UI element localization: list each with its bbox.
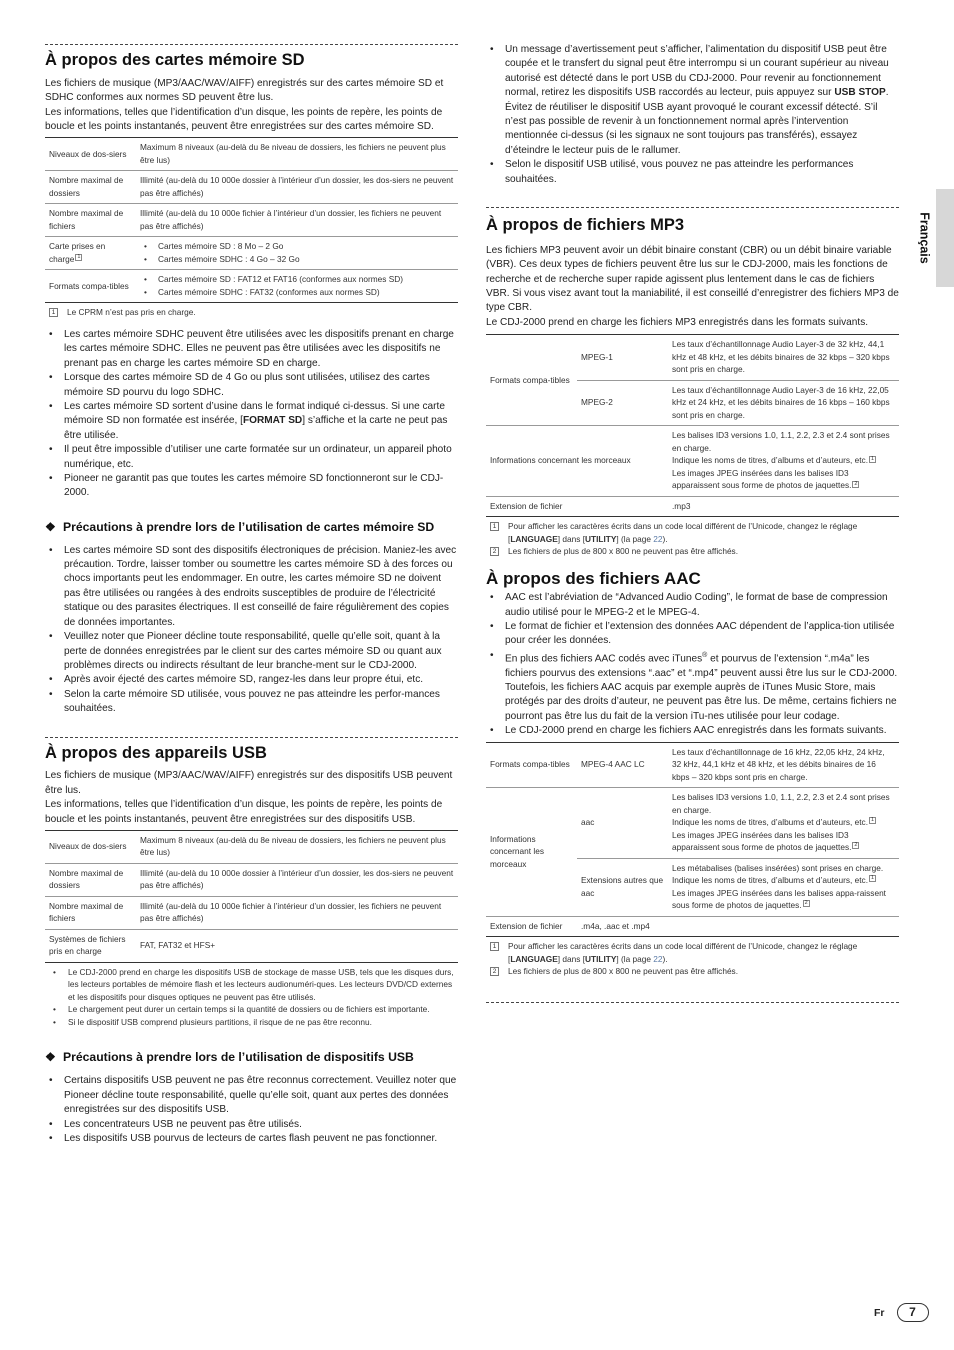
page-footer (874, 1303, 929, 1322)
table-row: MPEG-2 Les taux d’échantillonnage Audio Layer-3 de 16 kHz, 22,05 kHz et 24 kHz, et les débits binaires de 16 kbps – 160 kbps sont pris en charge. (486, 380, 899, 426)
usb-precautions-list-continued (486, 43, 899, 187)
table-row: Informations concernant les morceaux aac Les balises ID3 versions 1.0, 1.1, 2.2, 2.3 et 2.4 sont prises en charge. Indique les noms de titres, d’albums et d’auteurs, etc. 1 Les images JPEG insérées dans les balises ID3 apparaissent sous forme de photos de jaquettes. 2 (486, 788, 899, 859)
note-marker: 1 (77, 254, 81, 261)
usb-intro-2: Les informations, telles que l’identification d’un disque, les points de repère, les points de boucle et les points instantanés, peuvent être enregistrées sur des dispositifs USB. (45, 799, 443, 825)
sd-spec-table (45, 137, 458, 303)
table-row: Nombre maximal de dossiers Illimité (au-delà du 10 000e dossier à l’intérieur d’un dossier, les dos-siers ne peuvent pas être affichés) (45, 863, 458, 896)
section-divider (45, 44, 458, 45)
list-item: • Un message d’avertissement peut s’afficher, l’alimentation du dispositif USB peut être coupée et le transfert du signal peut être interrompu si un courant supérieur au niveau autorisé est détecté dans le port USB du CDJ-2000. Pour revenir au fonctionnement normal, retirez les dispositifs USB raccordés au lecteur, puis appuyez sur USB STOP. Évitez de réutiliser le dispositif USB ayant provoqué le courant excessif détecté. S’il n’est pas possible de revenir à un fonctionnement normal après l’intervention mentionnée ci-dessus (si les signaux ne sont toujours pas transférés), essayez d’éteindre le lecteur puis de le rallumer. (486, 43, 899, 158)
section-divider (486, 207, 899, 208)
table-row: Extension de fichier .mp3 (486, 496, 899, 517)
sd-precautions-heading: ❖ Précautions à prendre lors de l’utilisation de cartes mémoire SD (45, 519, 435, 534)
list-item: 1 Le CPRM n’est pas pris en charge. (45, 306, 458, 319)
list-item: 2 Les fichiers de plus de 800 x 800 ne peuvent pas être affichés. (486, 545, 899, 558)
table-row: Formats compa-tibles MPEG-4 AAC LC Les taux d’échantillonnage de 16 kHz, 22,05 kHz, 24 kHz, 32 kHz, 44,1 kHz et 48 kHz, et les débits binaires de 16 kbps – 320 kbps sont pris en charge. (490, 746, 885, 782)
table-row: Nombre maximal de fichiers Illimité (au-delà du 10 000e fichier à l’intérieur d’un dossier, les fichiers ne peuvent pas être affichés) (45, 896, 458, 929)
diamond-icon: ❖ (45, 519, 56, 534)
list-item: • Les concentrateurs USB ne peuvent pas être utilisés. (45, 1118, 458, 1132)
list-item: • Les cartes mémoire SDHC peuvent être utilisées avec les dispositifs prenant en charge les cartes mémoire SDHC. Elles ne peuvent pas être utilisées avec les dispositifs ne prenant pas en charge les cartes mémoire SD en charge. (45, 328, 458, 371)
table-row: Carte prises en charge 1 • Cartes mémoire SD : 8 Mo – 2 Go • Cartes mémoire SDHC : 4 Go – 32 Go (45, 237, 458, 270)
note-marker: 2 (854, 480, 858, 487)
usb-section-title: À propos des appareils USB (45, 743, 267, 762)
list-item: • Le CDJ-2000 prend en charge les dispositifs USB de stockage de masse USB, tels que les disques durs, les lecteurs portables de mémoire flash et les lecteurs audionuméri-ques. Les lecteurs DVD/CD externes et les dispositifs pour disques optiques ne peuvent pas être utilisés. (45, 966, 458, 1004)
note-marker: 1 (870, 455, 875, 462)
language-tab (936, 189, 954, 287)
page-link[interactable]: 22 (653, 953, 663, 964)
sd-section-title: À propos des cartes mémoire SD (45, 51, 305, 69)
aac-bullet-list (486, 591, 899, 738)
right-column (486, 43, 899, 1003)
list-item: • Les dispositifs USB pourvus de lecteurs de cartes flash peuvent ne pas fonctionner. (45, 1132, 458, 1146)
list-item: • Si le dispositif USB comprend plusieurs partitions, il risque de ne pas être reconnu. (45, 1016, 458, 1029)
list-item: 2 Les fichiers de plus de 800 x 800 ne peuvent pas être affichés. (486, 965, 899, 978)
list-item: • Selon le dispositif USB utilisé, vous pouvez ne pas atteindre les performances souhaitées. (486, 158, 899, 187)
page-number: 7 (897, 1303, 929, 1322)
usb-intro-1: Les fichiers de musique (MP3/AAC/WAV/AIFF) enregistrés sur des dispositifs USB peuvent être lus. (45, 770, 453, 796)
sd-bullet-list (45, 328, 458, 501)
note-marker: 2 (854, 842, 858, 849)
diamond-icon: ❖ (45, 1050, 56, 1065)
usb-precautions-heading: ❖ Précautions à prendre lors de l’utilisation de dispositifs USB (45, 1050, 414, 1065)
aac-section-title: À propos des fichiers AAC (486, 568, 701, 588)
sd-table-notes (45, 306, 458, 319)
list-item: • Lorsque des cartes mémoire SD de 4 Go ou plus sont utilisées, utilisez des cartes mémoire SD pourvu du logo SDHC. (45, 371, 458, 400)
usb-table-notes (45, 966, 458, 1029)
list-item: 1 Pour afficher les caractères écrits dans un code local différent de l’Unicode, changez le réglage [LANGUAGE] dans [UTILITY] (la page 22). (486, 520, 899, 545)
list-item: • Le format de fichier et l’extension des données AAC dépendent de l’applica-tion utilisée pour créer les données. (486, 620, 899, 649)
section-divider (486, 1002, 899, 1003)
note-marker: 1 (870, 817, 875, 824)
list-item: • Selon la carte mémoire SD utilisée, vous pouvez ne pas atteindre les perfor-mances souhaitées. (45, 688, 458, 717)
table-row: Nombre maximal de fichiers Illimité (au-delà du 10 000e fichier à l’intérieur d’un dossier, les fichiers ne peuvent pas être affichés) (45, 204, 458, 237)
left-column (45, 44, 458, 1146)
list-item: • Il peut être impossible d’utiliser une carte formatée sur un ordinateur, un appareil photo numérique, etc. (45, 443, 458, 472)
table-row: Nombre maximal de dossiers Illimité (au-delà du 10 000e dossier à l’intérieur d’un dossier, les dos-siers ne peuvent pas être affichés) (45, 171, 458, 204)
sd-intro-1: Les fichiers de musique (MP3/AAC/WAV/AIFF) enregistrés sur des cartes mémoire SD et SDHC conformes aux normes SD peuvent être lus. (45, 77, 444, 104)
table-row: Extension de fichier .m4a, .aac et .mp4 (486, 916, 899, 937)
list-item: 1 Pour afficher les caractères écrits dans un code local différent de l’Unicode, changez le réglage [LANGUAGE] dans [UTILITY] (la page 22). (486, 940, 899, 965)
table-row: Niveaux de dos-siers Maximum 8 niveaux (au-delà du 8e niveau de dossiers, les fichiers ne peuvent plus être lus) (49, 834, 446, 858)
list-item: • Pioneer ne garantit pas que toutes les cartes mémoire SD fonctionneront sur le CDJ-2000. (45, 472, 458, 501)
table-row: Formats compa-tibles MPEG-1 Les taux d’échantillonnage Audio Layer-3 de 32 kHz, 44,1 kHz et 48 kHz, et les débits binaires de 32 kbps – 320 kbps sont pris en charge. (490, 339, 890, 385)
list-item: • AAC est l’abréviation de “Advanced Audio Coding”, le format de base de compression audio utilisé pour le MPEG-2 et le MPEG-4. (486, 591, 899, 620)
usb-spec-table (45, 830, 458, 963)
list-item: • En plus des fichiers AAC codés avec iTunes® et pourvus de l’extension “.m4a” les fichiers pourvus des extensions “.aac” et “.mp4” peuvent aussi être lus sur le CDJ-2000. Toutefois, les fichiers AAC acquis par exemple auprès de iTunes Music Store, mais protégés par des droits d’auteur, ne peuvent pas être lus. De même, certains fichiers ne pourront pas être lus du fait de la version iTu-nes utilisée pour leur codage. (486, 649, 899, 724)
note-marker: 2 (804, 900, 808, 907)
list-item: • Le chargement peut durer un certain temps si la quantité de dossiers ou de fichiers est importante. (45, 1003, 458, 1016)
usb-precautions-list (45, 1074, 458, 1146)
mp3-table-notes (486, 520, 899, 558)
list-item: • Après avoir éjecté des cartes mémoire SD, rangez-les dans leur propre étui, etc. (45, 673, 458, 687)
language-tab-label: Français (917, 212, 932, 264)
list-item: • Veuillez noter que Pioneer décline toute responsabilité, quelle qu’elle soit, quant à la perte de données enregistrées par le client sur des cartes mémoire SD ou quant aux problèmes directs ou indirects résultant de leur branche-ment sur le CDJ-2000. (45, 630, 458, 673)
section-divider (45, 737, 458, 738)
mp3-section-title: À propos de fichiers MP3 (486, 216, 685, 235)
list-item: • Certains dispositifs USB peuvent ne pas être reconnus correctement. Veuillez noter que Pioneer décline toute responsabilité, quelle qu’elle soit, quant aux pertes des données enregistrées sur des dispositifs USB. (45, 1074, 458, 1117)
table-row: Niveaux de dos-siers Maximum 8 niveaux (au-delà du 8e niveau de dossiers, les fichiers ne peuvent plus être lus) (49, 142, 446, 165)
mp3-format-table (486, 334, 899, 517)
sd-intro-2: Les informations, telles que l’identification d’un disque, les points de repère, les points de boucle et les points instantanés, peuvent être enregistrées sur des cartes mémoire SD. (45, 106, 443, 133)
aac-table-notes (486, 940, 899, 978)
table-row: Extensions autres que aac Les métabalises (balises insérées) sont prises en charge. Indique les noms de titres, d’albums et d’auteurs, etc. 1 Les images JPEG insérées dans les balises appa-raissent sous forme de photos de jaquettes. 2 (486, 858, 899, 916)
table-row: Formats compa-tibles • Cartes mémoire SD : FAT12 et FAT16 (conformes aux normes SD) • Cartes mémoire SDHC : FAT32 (conformes aux normes SD) (45, 270, 458, 303)
list-item: • Le CDJ-2000 prend en charge les fichiers AAC enregistrés dans les formats suivants. (486, 724, 899, 738)
table-row: Systèmes de fichiers pris en charge FAT, FAT32 et HFS+ (45, 929, 458, 962)
list-item: • Les cartes mémoire SD sortent d’usine dans le format indiqué ci-dessus. Si une carte mémoire SD non formatée est insérée, [FORMAT SD] s’affiche et la carte ne peut pas être utilisée. (45, 400, 458, 443)
aac-format-table (486, 742, 899, 938)
table-row: Informations concernant les morceaux Les balises ID3 versions 1.0, 1.1, 2.2, 2.3 et 2.4 sont prises en charge. Indique les noms de titres, d’albums et d’auteurs, etc. 1 Les images JPEG insérées dans les balises ID3 apparaissent sous forme de photos de jaquettes. 2 (486, 426, 899, 497)
list-item: • Les cartes mémoire SD sont des dispositifs électroniques de précision. Maniez-les avec précaution. Tordre, laisser tomber ou soumettre les cartes mémoire SD à des forces ou chocs importants peut les endommager. En outre, les cartes mémoire SD ne doivent pas être utilisées ou rangées à des endroits susceptibles de produire de l’électricité statique ou des parasites électriques. Il est conseillé de faire régulièrement des copies de données importantes. (45, 544, 458, 630)
note-marker: 1 (870, 875, 875, 882)
footer-language: Fr (874, 1306, 885, 1319)
page-link[interactable]: 22 (653, 533, 663, 544)
mp3-paragraph-1: Les fichiers MP3 peuvent avoir un débit binaire constant (CBR) ou un débit binaire variable (VBR). Ces deux types de fichiers peuvent être lus sur le CDJ-2000, mais les fonctions de recherche et de recherche super rapide agissent plus lentement dans le cas de fichiers VBR. Si vous visez avant tout la maniabilité, il est conseillé d’enregistrer des fichiers MP3 de type CBR. (486, 244, 899, 314)
sd-precautions-list (45, 544, 458, 717)
mp3-paragraph-2: Le CDJ-2000 prend en charge les fichiers MP3 enregistrés dans les formats suivants. (486, 316, 869, 328)
